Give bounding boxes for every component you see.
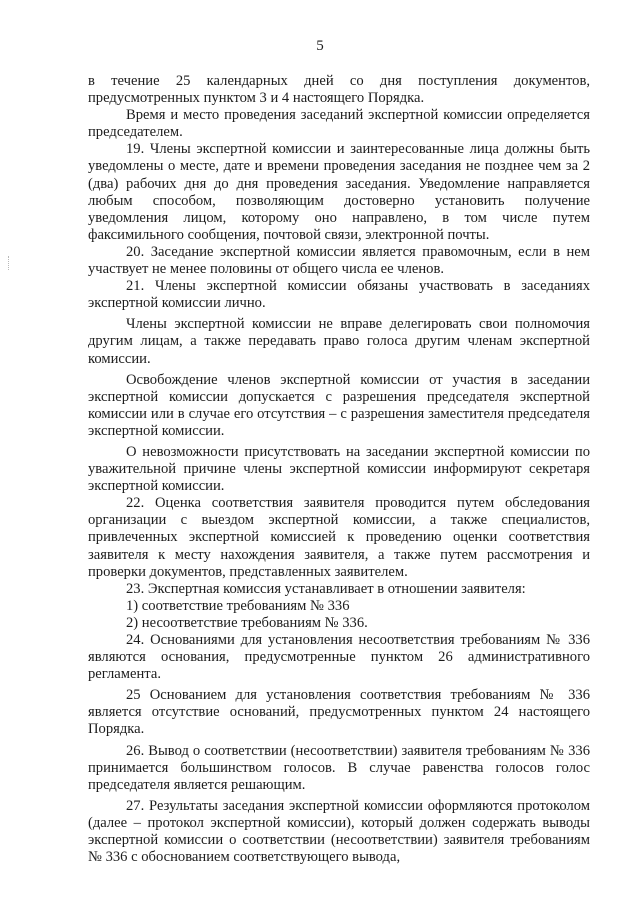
paragraph-26: 26. Вывод о соответствии (несоответствии) заявителя требованиям № 336 принимается большинством голосов. В случае равенства голосов голос председателя является решающим.: [88, 742, 590, 793]
margin-mark: [8, 256, 11, 270]
paragraph-continuation: в течение 25 календарных дней со дня поступления документов, предусмотренных пунктом 3 и 4 настоящего Порядка.: [88, 73, 590, 107]
paragraph-25: 25 Основанием для установления соответствия требованиям № 336 является отсутствие оснований, предусмотренных пунктом 24 настоящего Порядка.: [88, 687, 590, 738]
paragraph-21: 21. Члены экспертной комиссии обязаны участвовать в заседаниях экспертной комиссии лично.: [88, 278, 590, 312]
paragraph-20: 20. Заседание экспертной комиссии является правомочным, если в нем участвует не менее половины от общего числа ее членов.: [88, 243, 590, 278]
paragraph: Время и место проведения заседаний экспертной комиссии определяется председателем.: [88, 107, 590, 141]
paragraph-23: 23. Экспертная комиссия устанавливает в отношении заявителя:: [126, 580, 526, 597]
paragraph-22: 22. Оценка соответствия заявителя проводится путем обследования организации с выездом экспертной комиссии, а также специалистов, привлеченных экспертной комиссией к проведению оценки соответствия заявителя к месту нахождения заявителя, а также путем рассмотрения и проверки документов, представленных заявителем.: [88, 495, 590, 580]
paragraph-19: 19. Члены экспертной комиссии и заинтересованные лица должны быть уведомлены о месте, дате и времени проведения заседания не позднее чем за 2 (два) рабочих дня до дня проведения заседания. Уведомление направляется любым способом, позволяющим достоверно установить получение уведомления лицом, которому оно направлено, в том числе путем факсимильного сообщения, почтовой связи, электронной почты.: [88, 141, 590, 243]
document-body: [88, 73, 590, 866]
paragraph: Освобождение членов экспертной комиссии от участия в заседании экспертной комиссии допускается с разрешения председателя экспертной комиссии или в случае его отсутствия – с разрешения заместителя председателя экспертной комиссии.: [88, 371, 590, 439]
paragraph-24: 24. Основаниями для установления несоответствия требованиям № 336 являются основания, предусмотренные пунктом 26 административного регламента.: [88, 632, 590, 683]
page-number: 5: [316, 38, 324, 54]
list-item-1: 1) соответствие требованиям № 336: [126, 597, 350, 614]
paragraph-27: 27. Результаты заседания экспертной комиссии оформляются протоколом (далее – протокол экспертной комиссии), который должен содержать выводы экспертной комиссии о соответствии (несоответствии) заявителя требованиям № 336 с обоснованием соответствующего вывода,: [88, 797, 590, 866]
paragraph: О невозможности присутствовать на заседании экспертной комиссии по уважительной причине члены экспертной комиссии информируют секретаря экспертной комиссии.: [88, 443, 590, 495]
list-item-2: 2) несоответствие требованиям № 336.: [126, 614, 368, 631]
paragraph: Члены экспертной комиссии не вправе делегировать свои полномочия другим лицам, а также передавать право голоса другим членам экспертной комиссии.: [88, 316, 590, 367]
